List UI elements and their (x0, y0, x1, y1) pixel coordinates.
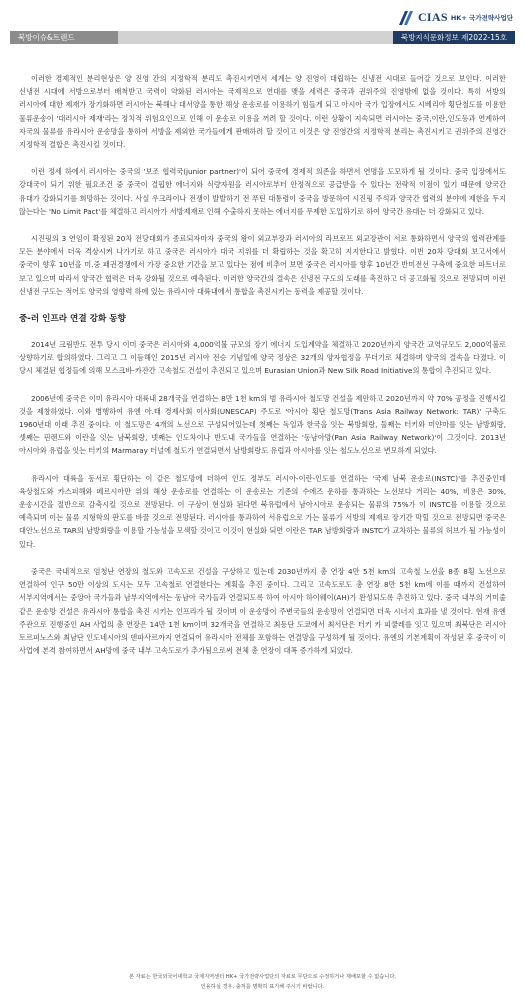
section-heading: 중-러 인프라 연결 강화 동향 (19, 314, 126, 325)
cias-logo-icon (399, 11, 415, 25)
paragraph: 중국은 국내적으로 엄청난 연장의 철도와 고속도로 건설을 구상하고 있는데 2030년까지 총 연장 4만 5천 km의 고속철 노선을 8종 8횡 노선으로 연결하여 인구 50만 이상의 도시는 모두 고속철로 연결한다는 계획을 추진 중이다. 그리고 고속도로도 총 연장 8만 5천 km에 이를 때까지 건설하여 서부지역에서는 중앙아 국가들과 남부지역에서는 동남아 국가들과 연결되도록 하여 아시아 하이웨이(AH)가 완성되도록 추진하고 있다. 중국 내부의 거미줄 같은 운송망 건설은 유라시아 통합을 촉진 시키는 인프라가 될 것이며 이 운송망이 주변국들의 운송망이 연결되면 더욱 시너지 효과를 낼 것이다. 현재 유엔 주관으로 진행중인 AH 사업의 총 연장은 14만 1천 km이며 32개국을 연결하고 최동단 도쿄에서 최서단은 터키 카 피쿨레를 잇고 있으며 최북단은 러시아 토르피노스와 최남단 인도네시아의 덴파사르까지 연결되어 유라시아 전체를 포함하는 연결망을 구성하게 될 것이다. 유엔의 기본계획이 작성된 후 중국이 이 사업에 본격 참여하면서 AH망에 중국 내부 고속도로가 추가됨으로써 전체 총 연장이 대폭 증가하게 되었다. (19, 566, 506, 656)
section-label: 북방이슈&트렌드 (10, 31, 118, 44)
header-bar (10, 31, 515, 44)
publication-label: 북방지식문화정보 제2022-15호 (393, 31, 515, 44)
paragraph: 2014년 크림반도 전투 당시 이미 중국은 러시아와 4,000억불 규모의 장기 에너지 도입계약을 체결하고 2020년까지 양국간 교역규모도 2,000억불로 상향하기로 합의하였다. 그리고 그 이듬해인 2015년 러시아 전승 기념일에 양국 정상은 32개의 양자협정을 무더기로 체결하며 양국의 결속을 다졌다. 이 당시 체결된 협정들에 의해 모스크바-카잔간 고속철도 건설이 추진되고 있으며 Eurasian Union과 New Silk Road Initiative의 통합이 추진되고 있다. (19, 340, 506, 376)
logo-subtitle: HK+ 국가전략사업단 (450, 14, 513, 22)
cias-logo (399, 10, 513, 25)
footer-line: 본 자료는 한국외국어대학교 국제지역센터 HK+ 국가전략사업단의 자료로 무단으로 수정하거나 재배포할 수 없습니다. (129, 974, 396, 980)
paragraph: 시진핑의 3 연임이 확정된 20차 전당대회가 종료되자마자 중국의 왕이 외교부장과 러시아의 라브로프 외교장관이 서로 통화하면서 양국의 협력관계를 모든 분야에서 더욱 격상시켜 나가기로 하고 중국은 러시아가 대국 지위를 더 확립하는 것을 확고히 지지한다고 밝혔다. 이번 20차 당대회 보고서에서 중국이 향후 10년을 미.중 패권경쟁에서 가장 중요한 기간을 보고 있다는 점에 비추어 보면 중국은 러시아를 향후 10년간 반미전선 구축에 중요한 파트너로 보고 있으며 따라서 양국간 협력은 더욱 강화될 것으로 예측된다. 이러한 양국간의 결속은 신냉전 구도의 도래를 촉진하고 더 공고화될 것으로 전망되며 이런 신냉전 구도는 적어도 양국의 영향력 하에 있는 유라시아 대륙내에서 통합을 촉진시키는 동력을 제공할 것이다. (19, 234, 506, 296)
footer-line: 인용하실 경우, 출처를 명확히 표기해 주시기 바랍니다. (200, 984, 325, 990)
paragraph: 이러한 경제적인 분리현상은 양 진영 간의 지정학적 분리도 촉진시키면서 세계는 양 진영이 대립하는 신냉전 시대로 들어갈 것으로 보인다. 이러한 신냉전 시대에 서방으로부터 배척받고 국력이 약화된 러시아는 국제적으로 연대를 맺을 세력은 중국과 권위주의 진영밖에 없을 것이다. 특히 서방의 러시아에 대한 제재가 장기화하면 러시아는 북해나 대서양을 통한 해상 운송로를 이용하기 힘들게 되고 아시아 국가 입장에서도 시베리아 횡단철도를 이용한 물류운송이 '대러시아 제재'라는 정치적 위험요인으로 인해 이 운송로 이용을 꺼려 할 것이다. 이런 상황이 지속되면 러시아는 중국,이란,인도등과 연계하여 자국의 물류를 유라시아 운송망을 통하여 서방을 제외한 국가들에게 판매하려 할 것이고 이것은 양 진영간의 지정학적 분리는 촉진시키고 권위주의 진영간 지정학적 결합은 촉진시킬 것이다. (19, 74, 506, 150)
article-body (19, 72, 506, 671)
paragraph: 2006년에 중국은 이미 유라시아 대륙내 28개국을 연결하는 8만 1천 km의 범 유라시아 철도망 건설을 제안하고 2020년까지 약 70% 공정을 진행시킬 것을 제창하였다. 이와 병행하여 유엔 아.태 경제사회 이사회(UNESCAP) 주도로 '아시아 횡단 철도망(Trans Asia Railway Network: TAR)' 구축도 1960년대 이래 추진 중이다. 이 철도망은 4개의 노선으로 구성되어있는데 첫째는 독일과 한국을 잇는 북방회랑, 둘째는 터키와 미얀마를 잇는 남방회랑, 셋째는 핀랜드와 이란을 잇는 남북회랑, 넷째는 인도차이나 반도내 국가들을 연결하는 '동남아망(Pan Asia Railway Network)'이 그것이다. 2013년 아시아와 유럽을 잇는 터키의 Marmaray 터널에 철도가 연결되면서 남방회랑도 유럽과 아시아를 잇는 철도노선으로 변모하게 되었다. (19, 393, 506, 456)
logo-text: CIAS (417, 10, 448, 24)
header-divider (118, 31, 393, 44)
paragraph: 유라시아 대륙을 동서로 횡단하는 이 같은 철도망에 더하여 인도 정부도 러시아-이란-인도를 연결하는 '국제 남북 운송로(INSTC)'를 추진중인데 육상철도와 카스피해와 페르시아만 위의 해상 운송로를 연결하는 이 운송로는 기존의 수에즈 운하를 통과하는 노선보다 거리는 40%, 비용은 30%, 운송시간을 절반으로 감축시킬 것으로 전망된다. 이 구상이 현실화 된다면 북유럽에서 남아시아로 운송되는 물류의 75%가 이 INSTC를 이용할 것으로 예측되며 이는 물류 지형학의 판도를 바꿀 것으로 전망된다. 러시아를 통과하여 서유럽으로 가는 물류가 서방의 제재로 장기간 막힐 것으로 전망되면 중국은 대안노선으로 TAR의 남방회랑을 이용할 가능성을 모색할 것이고 이것이 현실화 되면 이란은 TAR 남방회랑과 INSTC가 교차하는 물류의 허브가 될 가능성이 있다. (19, 473, 506, 549)
paragraph: 이런 정세 하에서 러시아는 중국의 '보조 협력국(junior partner)'이 되어 중국에 경제적 의존을 하면서 연명을 도모하게 될 것이다. 중국 입장에서도 강대국이 되기 위한 필요조건 중 중국이 결핍한 에너지와 식량자원을 러시아로부터 안정적으로 공급받을 수 있다는 전략적 이점이 있기 때문에 양국간 유대가 강화되기를 희망하는 것이다. 사실 우크라이나 전쟁이 발발하기 전 푸틴 대통령이 중국을 방문하여 시진핑 주석과 양국간 협력의 분야에 제한을 두지 않는다는 'No Limit Pact'를 체결하고 러시아가 서방제재로 인해 수출하지 못하는 에너지를 무제한 도입하기로 하여 양국간 유대는 더 강화되고 있다. (19, 167, 506, 216)
footer-notice (0, 972, 525, 992)
